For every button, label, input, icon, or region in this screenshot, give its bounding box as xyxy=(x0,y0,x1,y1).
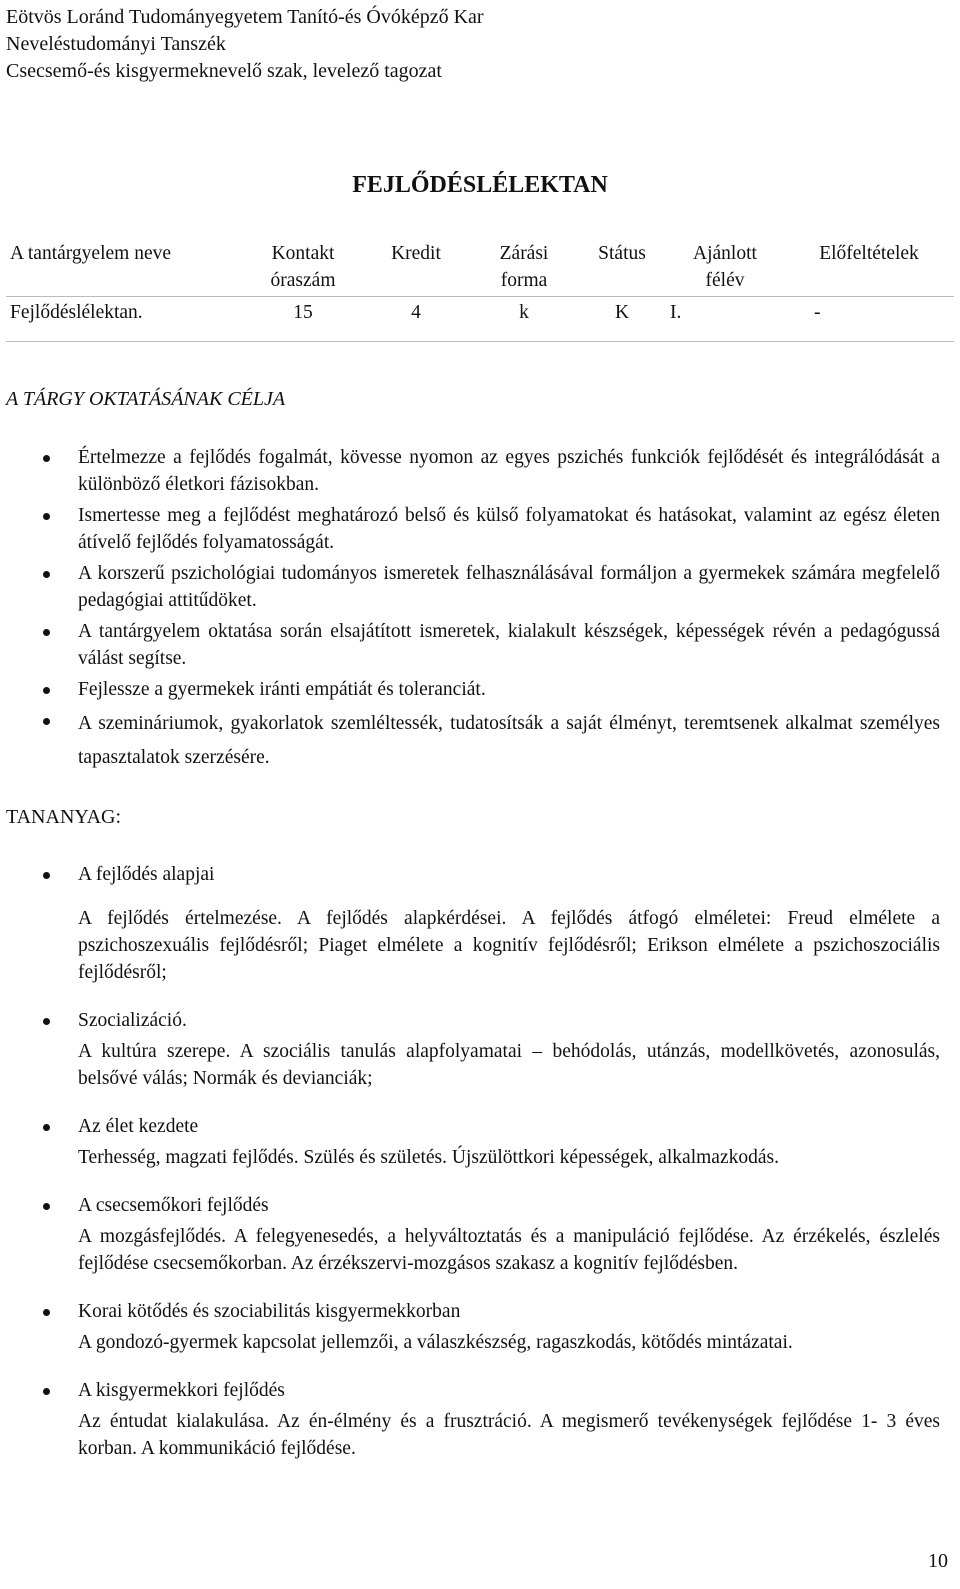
topic-item xyxy=(0,1298,940,1356)
cell-exam: k xyxy=(470,297,578,342)
goals-heading: A TÁRGY OKTATÁSÁNAK CÉLJA xyxy=(6,388,286,410)
topic-item xyxy=(0,1113,940,1171)
subject-table xyxy=(6,238,954,342)
topic-body: A fejlődés értelmezése. A fejlődés alapkérdései. A fejlődés átfogó elméletei: Freud elmélete a pszichoszexuális fejlődésről; Piaget elmélete a kognitív fejlődésről; Erikson elmélete a pszichoszociális fejlődésről; xyxy=(78,908,940,983)
cell-hours: 15 xyxy=(244,297,362,342)
cell-prereq: - xyxy=(784,297,954,342)
header-university: Eötvös Loránd Tudományegyetem Tanító-és Óvóképző Kar xyxy=(6,6,484,28)
topic-body: Az éntudat kialakulása. Az én-élmény és a frusztráció. A megismerő tevékenységek fejlődése 1- 3 éves korban. A kommunikáció fejlődése. xyxy=(78,1411,940,1459)
topic-body: A kultúra szerepe. A szociális tanulás alapfolyamatai – behódolás, utánzás, modellkövetés, azonosulás, belsővé válás; Normák és devianciák; xyxy=(78,1041,940,1089)
topic-item xyxy=(0,1007,940,1092)
topic-title: Korai kötődés és szociabilitás kisgyermekkorban xyxy=(78,1301,461,1322)
topic-body: A gondozó-gyermek kapcsolat jellemzői, a válaszkészség, ragaszkodás, kötődés mintázatai. xyxy=(78,1332,793,1353)
col-header-semester: Ajánlott félév xyxy=(666,238,784,297)
col-header-name: A tantárgyelem neve xyxy=(6,238,244,297)
goal-item: Ismertesse meg a fejlődést meghatározó belső és külső folyamatokat és hatásokat, valamint az egész életen átívelő fejlődés folyamatosságát. xyxy=(0,502,940,556)
cell-semester: I. xyxy=(666,297,784,342)
topic-item xyxy=(0,1192,940,1277)
goal-item: A szemináriumok, gyakorlatok szemléltessék, tudatosítsák a saját élményt, teremtsenek alkalmat személyes tapasztalatok szerzésére. xyxy=(0,707,940,775)
goal-item: A korszerű pszichológiai tudományos ismeretek felhasználásával formáljon a gyermekek számára megfelelő pedagógiai attitűdöket. xyxy=(0,560,940,614)
topic-body: A mozgásfejlődés. A felegyenesedés, a helyváltoztatás és a manipuláció fejlődése. Az érzékelés, észlelés fejlődése csecsemőkorban. Az érzékszervi-mozgásos szakasz a kognitív fejlődésben. xyxy=(78,1226,940,1274)
topic-title: Az élet kezdete xyxy=(78,1116,199,1137)
topic-title: A csecsemőkori fejlődés xyxy=(78,1195,269,1216)
topic-title: Szocializáció. xyxy=(78,1010,187,1031)
subject-table-header-row xyxy=(6,238,954,297)
col-header-prereq: Előfeltételek xyxy=(784,238,954,297)
header-program: Csecsemő-és kisgyermeknevelő szak, levelező tagozat xyxy=(6,60,442,82)
tananyag-heading: TANANYAG: xyxy=(6,806,122,828)
topic-body: Terhesség, magzati fejlődés. Szülés és születés. Újszülöttkori képességek, alkalmazkodás. xyxy=(78,1147,779,1168)
col-header-exam: Zárási forma xyxy=(470,238,578,297)
topics-list xyxy=(0,861,940,1483)
col-header-status: Státus xyxy=(578,238,666,297)
col-header-credit: Kredit xyxy=(362,238,470,297)
topic-title: A kisgyermekkori fejlődés xyxy=(78,1380,285,1401)
topic-item xyxy=(0,861,940,986)
topic-title: A fejlődés alapjai xyxy=(78,864,215,885)
page-title: FEJLŐDÉSLÉLEKTAN xyxy=(352,172,608,198)
header-department: Neveléstudományi Tanszék xyxy=(6,33,226,55)
cell-status: K xyxy=(578,297,666,342)
goal-item: Fejlessze a gyermekek iránti empátiát és toleranciát. xyxy=(0,676,940,703)
cell-name: Fejlődéslélektan. xyxy=(6,297,244,342)
topic-item xyxy=(0,1377,940,1462)
col-header-hours: Kontakt óraszám xyxy=(244,238,362,297)
page-number: 10 xyxy=(928,1550,948,1572)
cell-credit: 4 xyxy=(362,297,470,342)
goals-list xyxy=(0,444,940,779)
goal-item: A tantárgyelem oktatása során elsajátított ismeretek, kialakult készségek, képességek révén a pedagógussá válást segítse. xyxy=(0,618,940,672)
subject-table-row xyxy=(6,297,954,342)
goal-item: Értelmezze a fejlődés fogalmát, kövesse nyomon az egyes pszichés funkciók fejlődését és integrálódását a különböző életkori fázisokban. xyxy=(0,444,940,498)
institution-header xyxy=(6,4,484,85)
